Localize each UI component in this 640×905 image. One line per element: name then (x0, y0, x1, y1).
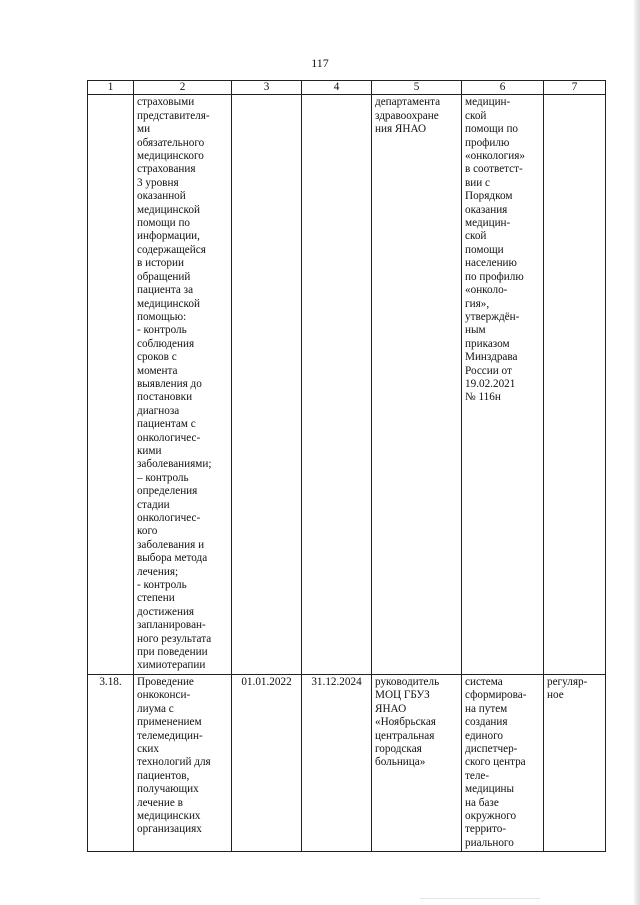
cell-line: химиотерапии (137, 659, 206, 672)
cell-line: медицин- (465, 96, 511, 109)
cell-line: помощи (465, 243, 504, 256)
result-cell (462, 95, 544, 674)
cell-line: диспетчер- (465, 742, 518, 755)
start-date-cell (232, 95, 302, 674)
responsible-cell (372, 95, 462, 674)
cell-line: по профилю (465, 270, 524, 283)
cell-line: содержащейся (137, 243, 206, 256)
column-header: 3 (232, 81, 302, 95)
cell-line: помощи по (137, 217, 191, 230)
cell-line: медицин- (465, 217, 511, 230)
cell-line: 19.02.2021 (465, 377, 516, 390)
cell-line: приказом (465, 337, 510, 350)
cell-line: обязательного (137, 136, 205, 149)
header-row (88, 81, 606, 95)
cell-line: № 116н (465, 391, 501, 404)
cell-line: ным (465, 324, 486, 337)
end-date-cell (302, 95, 372, 674)
frequency-cell (544, 95, 606, 674)
column-header: 5 (372, 81, 462, 95)
cell-line: теле- (465, 769, 490, 782)
cell-line: кого (137, 525, 158, 538)
cell-line: - контроль (137, 324, 187, 337)
cell-line: создания (465, 716, 508, 729)
cell-line: онкологичес- (137, 431, 201, 444)
cell-line: медицинских (137, 809, 201, 822)
cell-line: руководитель (375, 675, 440, 688)
cell-line: террито- (465, 823, 507, 836)
cell-line: страховыми (137, 96, 195, 109)
cell-line: выбора метода (137, 552, 208, 565)
column-header: 6 (462, 81, 544, 95)
cell-line: Порядком (465, 190, 513, 203)
cell-line: ния ЯНАО (375, 123, 427, 136)
cell-line: сформирова- (465, 689, 527, 702)
cell-line: система (465, 675, 503, 688)
cell-line: степени (137, 592, 175, 605)
cell-line: профилю (465, 136, 510, 149)
cell-line: единого (465, 729, 503, 742)
cell-line: России от (465, 364, 512, 377)
cell-line: МОЦ ГБУЗ (375, 689, 430, 702)
cell-line: онкоконси- (137, 689, 191, 702)
cell-line: медицинской (137, 297, 200, 310)
cell-line: ской (465, 230, 487, 243)
cell-line: ное (547, 689, 564, 702)
cell-line: выявления до (137, 377, 202, 390)
start-date-cell: 01.01.2022 (232, 674, 302, 851)
plan-table (87, 80, 606, 852)
table-row (88, 674, 606, 851)
cell-line: 3 уровня (137, 176, 179, 189)
scan-artifact-line (420, 898, 540, 899)
cell-line: постановки (137, 391, 193, 404)
cell-line: стадии (137, 498, 170, 511)
cell-line: момента (137, 364, 178, 377)
description-cell (134, 674, 232, 851)
cell-line: лечения; (137, 565, 179, 578)
cell-line: пациентов, (137, 769, 190, 782)
column-header: 2 (134, 81, 232, 95)
cell-line: населению (465, 257, 517, 270)
column-header: 4 (302, 81, 372, 95)
cell-line: телемедицин- (137, 729, 203, 742)
cell-line: вии с (465, 176, 491, 189)
cell-line: ских (137, 742, 159, 755)
cell-line: гия», (465, 297, 490, 310)
cell-line: «онколо- (465, 284, 508, 297)
cell-line: Минздрава (465, 351, 518, 364)
result-cell (462, 674, 544, 851)
row-number: 3.18. (88, 674, 134, 851)
cell-line: медицины (465, 783, 515, 796)
cell-line: информации, (137, 230, 200, 243)
cell-line: лечение в (137, 796, 183, 809)
cell-line: в соответст- (465, 163, 523, 176)
cell-line: – контроль (137, 471, 189, 484)
frequency-cell (544, 674, 606, 851)
cell-line: заболеваниями; (137, 458, 212, 471)
cell-line: онкологичес- (137, 512, 201, 524)
cell-line: оказанной (137, 190, 186, 203)
table-body (88, 81, 606, 852)
cell-line: организациях (137, 823, 202, 836)
cell-line: ми (137, 123, 151, 136)
cell-line: «онкология» (465, 150, 525, 163)
cell-line: соблюдения (137, 337, 195, 350)
cell-line: сроков с (137, 351, 177, 364)
cell-line: кими (137, 444, 162, 457)
cell-line: ской (465, 109, 487, 122)
row-number (88, 95, 134, 674)
cell-line: обращений (137, 270, 191, 283)
cell-line: Проведение (137, 675, 194, 688)
description-cell (134, 95, 232, 674)
cell-line: заболевания и (137, 538, 205, 551)
cell-line: запланирован- (137, 619, 206, 632)
cell-line: применением (137, 716, 202, 729)
cell-line: диагноза (137, 404, 180, 417)
cell-line: риального (465, 836, 514, 849)
cell-line: определения (137, 485, 198, 498)
cell-line: медицинской (137, 203, 200, 216)
cell-line: технологий для (137, 756, 211, 769)
cell-line: здравоохране (375, 109, 439, 122)
cell-line: помощью: (137, 310, 187, 323)
cell-line: страхования (137, 163, 196, 176)
responsible-cell (372, 674, 462, 851)
cell-line: на базе (465, 796, 499, 809)
cell-line: ЯНАО (375, 702, 407, 715)
cell-line: на путем (465, 702, 508, 715)
cell-line: при поведении (137, 646, 208, 659)
cell-line: городская (375, 742, 422, 755)
cell-line: получающих (137, 783, 199, 796)
cell-line: ного результата (137, 632, 212, 645)
cell-line: пациентам с (137, 418, 196, 431)
page-number: 117 (311, 56, 329, 70)
column-header: 7 (544, 81, 606, 95)
cell-line: окружного (465, 809, 517, 822)
cell-line: лиума с (137, 702, 174, 715)
cell-line: - контроль (137, 579, 187, 592)
cell-line: ского центра (465, 756, 526, 769)
cell-line: больница» (375, 756, 426, 769)
cell-line: утверждён- (465, 310, 520, 323)
cell-line: пациента за (137, 284, 194, 297)
cell-line: медицинского (137, 150, 204, 163)
end-date-cell: 31.12.2024 (302, 674, 372, 851)
cell-line: представителя- (137, 109, 210, 122)
cell-line: достижения (137, 605, 195, 618)
column-header: 1 (88, 81, 134, 95)
page-edge (634, 0, 640, 905)
cell-line: центральная (375, 729, 435, 742)
cell-line: регуляр- (547, 675, 588, 688)
table-row (88, 95, 606, 674)
cell-line: оказания (465, 203, 508, 216)
cell-line: «Ноябрьская (375, 716, 436, 729)
cell-line: помощи по (465, 123, 519, 136)
cell-line: в истории (137, 257, 184, 270)
cell-line: департамента (375, 96, 441, 109)
